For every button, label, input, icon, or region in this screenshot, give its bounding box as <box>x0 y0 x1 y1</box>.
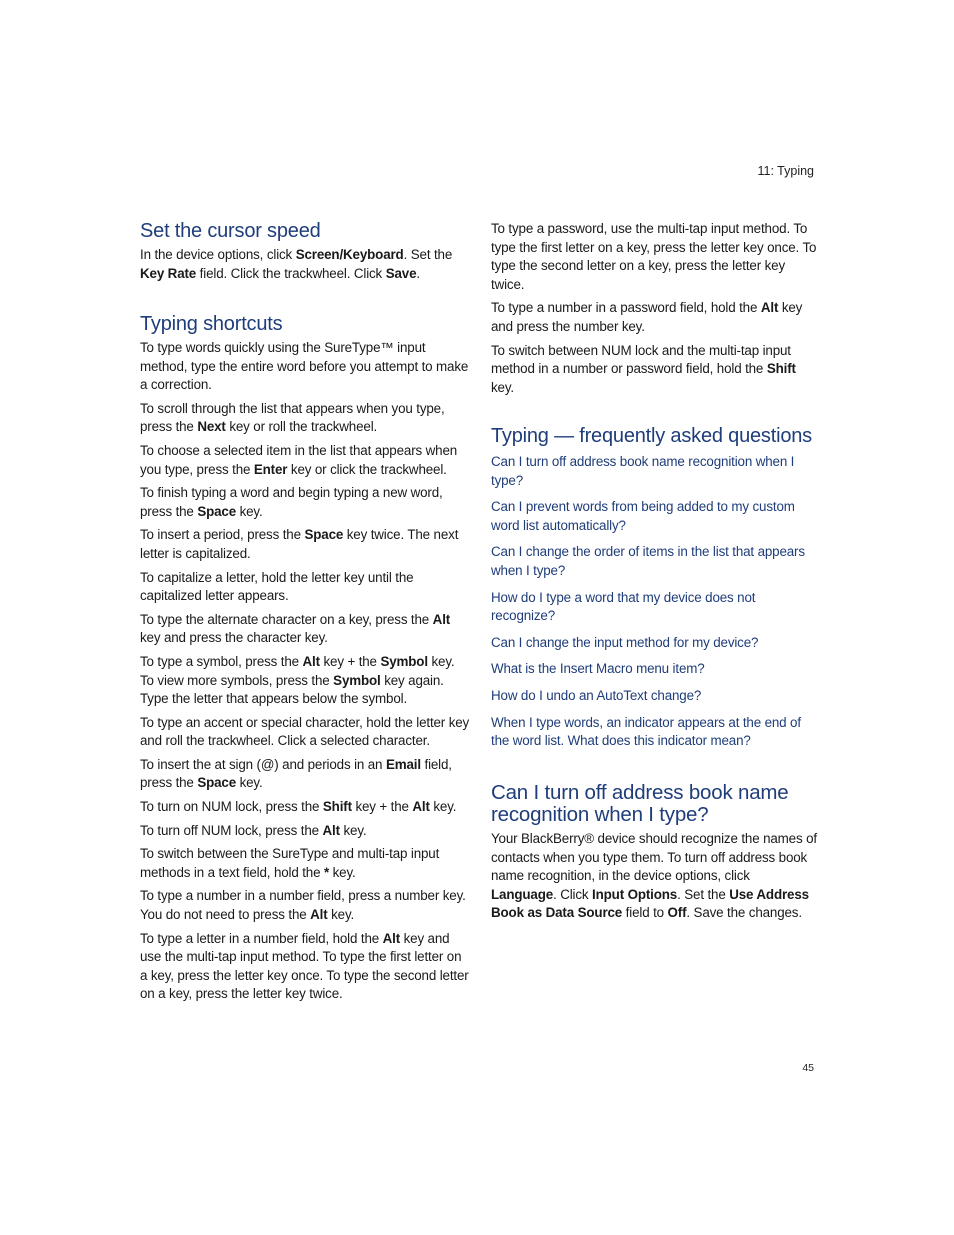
heading-typing-shortcuts: Typing shortcuts <box>140 313 283 335</box>
bold-term: Space <box>197 775 237 791</box>
text-run: key twice. The next letter is capitalized. <box>140 527 459 561</box>
bold-term: Alt <box>432 611 451 627</box>
bold-term: Next <box>197 419 226 435</box>
text-run: To type a number in a number field, press a number key. You do not need to press the <box>140 888 466 923</box>
bold-term: Alt <box>302 653 320 669</box>
text-run: key. <box>339 822 367 838</box>
bold-term: Alt <box>322 822 340 838</box>
shortcut-paragraph <box>140 822 470 841</box>
page-number: 45 <box>802 1062 814 1074</box>
bold-term: Alt <box>760 300 779 316</box>
faq-link[interactable]: Can I prevent words from being added to my custom word list automatically? <box>491 499 795 533</box>
cursor-speed-paragraph <box>140 246 470 283</box>
faq-link[interactable]: Can I change the order of items in the list that appears when I type? <box>491 544 805 578</box>
shortcut-paragraph <box>140 339 470 395</box>
text-run: . Set the <box>403 247 453 262</box>
section-faq <box>491 425 817 759</box>
faq-links <box>491 453 817 751</box>
heading-cursor-speed: Set the cursor speed <box>140 220 321 242</box>
text-run: key + the <box>351 799 413 815</box>
text-run: Your BlackBerry® device should recognize the names of contacts when you type them. To turn off address book name recognition, in the device options, click <box>491 831 817 884</box>
heading-faq: Typing — frequently asked questions <box>491 425 812 447</box>
text-run: To switch between the SureType and multi-tap input methods in a text field, hold the <box>140 846 440 880</box>
faq-link[interactable]: What is the Insert Macro menu item? <box>491 661 705 677</box>
bold-term: Shift <box>322 799 352 815</box>
shortcut-paragraph <box>140 930 470 1004</box>
text-run: field to <box>622 905 668 921</box>
text-run: key and press the number key. <box>491 300 803 334</box>
text-run: key or click the trackwheel. <box>287 461 447 477</box>
text-run: . Set the <box>677 886 730 902</box>
text-run: . <box>416 265 420 281</box>
text-run: To type a number in a password field, hold the <box>491 300 761 316</box>
shortcut-paragraph <box>140 611 470 648</box>
bold-term: Symbol <box>333 672 381 688</box>
text-run: In the device options, click <box>140 247 296 262</box>
text-run: To turn on NUM lock, press the <box>140 799 323 815</box>
shortcut-paragraph <box>140 569 470 606</box>
bold-term: Alt <box>412 799 430 815</box>
text-run: To type a password, use the multi-tap input method. To type the first letter on a key, press the letter key once. To type the second letter on a key, press the letter key twice. <box>491 221 817 292</box>
section-cursor-speed <box>140 220 470 288</box>
shortcut-paragraph <box>140 714 470 751</box>
bold-term: Language <box>491 886 554 902</box>
bold-term: Off <box>667 905 687 921</box>
text-run: key. To view more symbols, press the <box>140 653 455 688</box>
text-run: To finish typing a word and begin typing a new word, press the <box>140 485 443 519</box>
shortcut-paragraph <box>140 756 470 793</box>
text-run: To switch between NUM lock and the multi-tap input method in a number or password field, hold the <box>491 342 791 377</box>
section-password-typing <box>491 220 817 402</box>
shortcut-paragraph <box>140 526 470 563</box>
bold-term: Enter <box>253 461 288 477</box>
bold-term: * <box>323 864 330 880</box>
text-run: To turn off NUM lock, press the <box>140 822 323 838</box>
text-run: key. <box>429 799 457 815</box>
shortcut-paragraph <box>140 400 470 437</box>
text-run: To insert a period, press the <box>140 527 305 543</box>
text-run: field, press the <box>140 756 452 791</box>
text-run: key and press the character key. <box>140 630 328 646</box>
text-run: key. <box>327 907 355 923</box>
text-run: To insert the at sign (@) and periods in an <box>140 756 386 772</box>
text-run: key and use the multi-tap input method. To type the first letter on a key, press the letter key once. To type the second letter on a key, press the letter key twice. <box>140 930 469 1002</box>
bold-term: Screen/Keyboard <box>295 247 404 262</box>
section-typing-shortcuts <box>140 313 470 1009</box>
text-run: key again. Type the letter that appears below the symbol. <box>140 672 444 707</box>
shortcut-paragraph <box>140 442 470 479</box>
text-run: key. <box>236 775 263 791</box>
text-run: To type a symbol, press the <box>140 653 303 669</box>
text-run: . Click <box>553 886 593 902</box>
password-paragraph <box>491 342 817 398</box>
heading-address-book: Can I turn off address book name recognition when I type? <box>491 781 789 826</box>
shortcut-paragraph <box>140 845 470 882</box>
bold-term: Email <box>385 756 421 772</box>
bold-term: Symbol <box>380 653 428 669</box>
password-paragraphs <box>491 220 817 397</box>
text-run: To type the alternate character on a key, press the <box>140 611 433 627</box>
shortcut-paragraph <box>140 653 470 709</box>
bold-term: Input Options <box>592 886 678 902</box>
shortcut-paragraphs <box>140 339 470 1004</box>
text-run: key. <box>329 864 356 880</box>
faq-link[interactable]: Can I change the input method for my device? <box>491 634 759 650</box>
text-run: key + the <box>319 653 381 669</box>
password-paragraph <box>491 299 817 336</box>
address-book-paragraph <box>491 830 817 923</box>
text-run: To capitalize a letter, hold the letter key until the capitalized letter appears. <box>140 569 414 604</box>
bold-term: Use Address Book as Data Source <box>491 886 809 921</box>
shortcut-paragraph <box>140 484 470 521</box>
text-run: . Save the changes. <box>686 905 802 921</box>
text-run: key or roll the trackwheel. <box>225 419 378 435</box>
bold-term: Space <box>304 527 344 543</box>
bold-term: Shift <box>766 361 796 377</box>
text-run: To choose a selected item in the list that appears when you type, press the <box>140 442 458 477</box>
bold-term: Space <box>197 503 237 519</box>
text-run: To type a letter in a number field, hold the <box>140 930 383 946</box>
password-paragraph <box>491 220 817 294</box>
bold-term: Alt <box>382 930 401 946</box>
bold-term: Save <box>385 265 417 281</box>
bold-term: Key Rate <box>140 265 197 281</box>
text-run: field. Click the trackwheel. Click <box>196 265 386 281</box>
text-run: key. <box>236 503 263 519</box>
text-run: To scroll through the list that appears when you type, press the <box>140 400 445 435</box>
faq-link[interactable]: How do I type a word that my device does not recognize? <box>491 589 756 624</box>
text-run: To type an accent or special character, hold the letter key and roll the trackwheel. Click a selected character. <box>140 714 470 749</box>
section-address-book <box>491 782 817 928</box>
faq-link[interactable]: Can I turn off address book name recognition when I type? <box>491 454 795 488</box>
text-run: To type words quickly using the SureType™ input method, type the entire word before you attempt to make a correction. <box>140 340 469 393</box>
running-head: 11: Typing <box>757 164 814 178</box>
faq-link[interactable]: How do I undo an AutoText change? <box>491 687 702 703</box>
text-run: key. <box>491 379 514 395</box>
bold-term: Alt <box>310 907 328 923</box>
shortcut-paragraph <box>140 798 470 817</box>
faq-link[interactable]: When I type words, an indicator appears at the end of the word list. What does this indicator mean? <box>491 714 801 749</box>
shortcut-paragraph <box>140 887 470 924</box>
